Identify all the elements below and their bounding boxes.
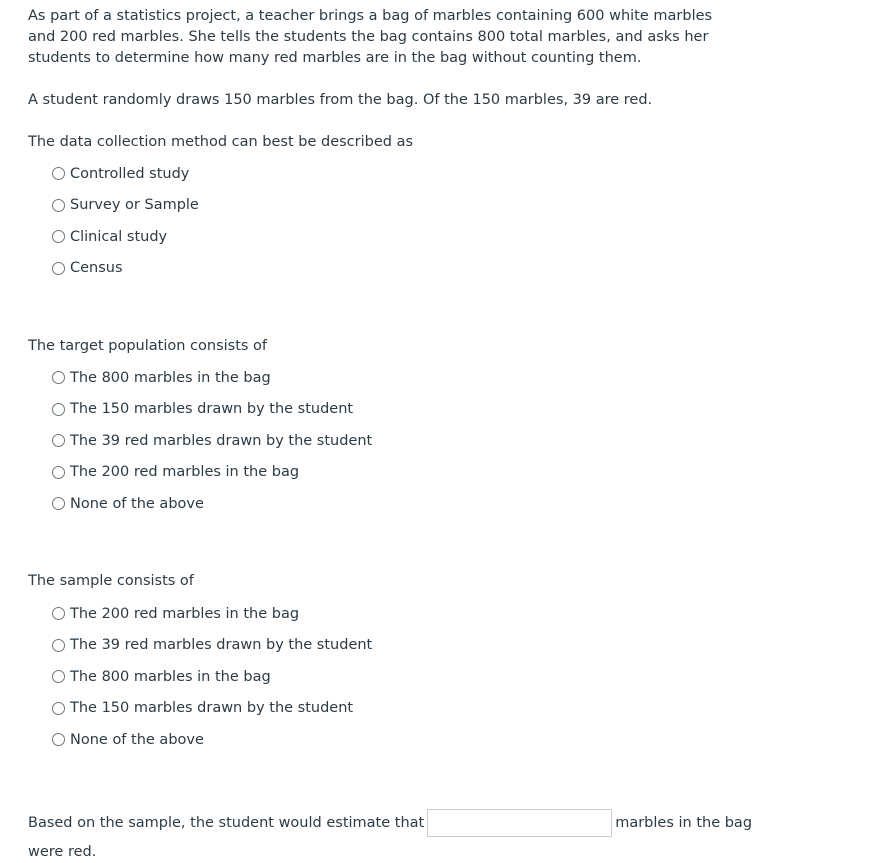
radio-option-none-of-the-above[interactable]	[52, 488, 372, 520]
radio-option-800-marbles[interactable]	[52, 362, 372, 394]
radio-option-label: Census	[70, 260, 123, 277]
radio-option-census[interactable]	[52, 253, 437, 285]
radio-option-label: Controlled study	[70, 165, 190, 182]
radio-button[interactable]	[52, 230, 65, 243]
estimate-line	[28, 808, 858, 838]
question-sample	[28, 571, 373, 756]
radio-button[interactable]	[52, 670, 65, 683]
radio-button[interactable]	[52, 497, 65, 510]
radio-option-label: The 800 marbles in the bag	[70, 668, 271, 685]
estimate-prefix: Based on the sample, the student would estimate that	[28, 815, 425, 831]
radio-group-sample	[52, 598, 372, 756]
radio-group-collection-method	[52, 158, 437, 284]
estimate-suffix: marbles in the bag	[615, 815, 753, 831]
radio-button[interactable]	[52, 466, 65, 479]
radio-option-200-red-marbles[interactable]	[52, 457, 372, 489]
radio-option-label: None of the above	[70, 731, 204, 748]
radio-option-none-of-the-above[interactable]	[52, 724, 372, 756]
radio-option-clinical-study[interactable]	[52, 221, 437, 253]
radio-button[interactable]	[52, 403, 65, 416]
estimate-tail: were red.	[28, 844, 97, 860]
radio-group-target-population	[52, 362, 372, 520]
radio-button[interactable]	[52, 702, 65, 715]
question-collection-method	[28, 132, 413, 284]
question-label: The target population consists of	[28, 338, 268, 354]
radio-option-39-red-marbles[interactable]	[52, 630, 372, 662]
radio-button[interactable]	[52, 607, 65, 620]
radio-option-label: The 200 red marbles in the bag	[70, 464, 300, 481]
radio-option-label: The 200 red marbles in the bag	[70, 605, 300, 622]
radio-option-label: The 39 red marbles drawn by the student	[70, 432, 373, 449]
radio-option-controlled-study[interactable]	[52, 158, 437, 190]
radio-option-150-marbles[interactable]	[52, 693, 372, 725]
radio-button[interactable]	[52, 639, 65, 652]
question-label: The data collection method can best be described as	[28, 134, 414, 150]
estimate-answer-input[interactable]	[427, 809, 612, 837]
radio-option-label: The 39 red marbles drawn by the student	[70, 637, 373, 654]
radio-button[interactable]	[52, 262, 65, 275]
radio-option-label: None of the above	[70, 495, 204, 512]
radio-option-200-red-marbles[interactable]	[52, 598, 372, 630]
radio-option-label: The 800 marbles in the bag	[70, 369, 271, 386]
problem-draw-statement: A student randomly draws 150 marbles from the bag. Of the 150 marbles, 39 are red.	[28, 92, 653, 108]
radio-option-survey-or-sample[interactable]	[52, 190, 437, 222]
radio-option-label: Survey or Sample	[70, 197, 199, 214]
radio-button[interactable]	[52, 733, 65, 746]
radio-option-800-marbles[interactable]	[52, 661, 372, 693]
radio-button[interactable]	[52, 199, 65, 212]
radio-button[interactable]	[52, 371, 65, 384]
radio-option-150-marbles[interactable]	[52, 394, 372, 426]
radio-option-label: The 150 marbles drawn by the student	[70, 401, 354, 418]
radio-option-label: The 150 marbles drawn by the student	[70, 700, 354, 717]
question-page	[28, 6, 858, 860]
radio-button[interactable]	[52, 434, 65, 447]
radio-option-label: Clinical study	[70, 228, 168, 245]
problem-intro: As part of a statistics project, a teacher brings a bag of marbles containing 600 white marbles and 200 red marbles. She tells the students the bag contains 800 total marbles, and asks her students to determine how many red marbles are in the bag without counting them.	[28, 8, 713, 66]
question-target-population	[28, 336, 373, 520]
estimate-question	[28, 808, 858, 863]
radio-button[interactable]	[52, 167, 65, 180]
question-label: The sample consists of	[28, 573, 194, 589]
radio-option-39-red-marbles[interactable]	[52, 425, 372, 457]
